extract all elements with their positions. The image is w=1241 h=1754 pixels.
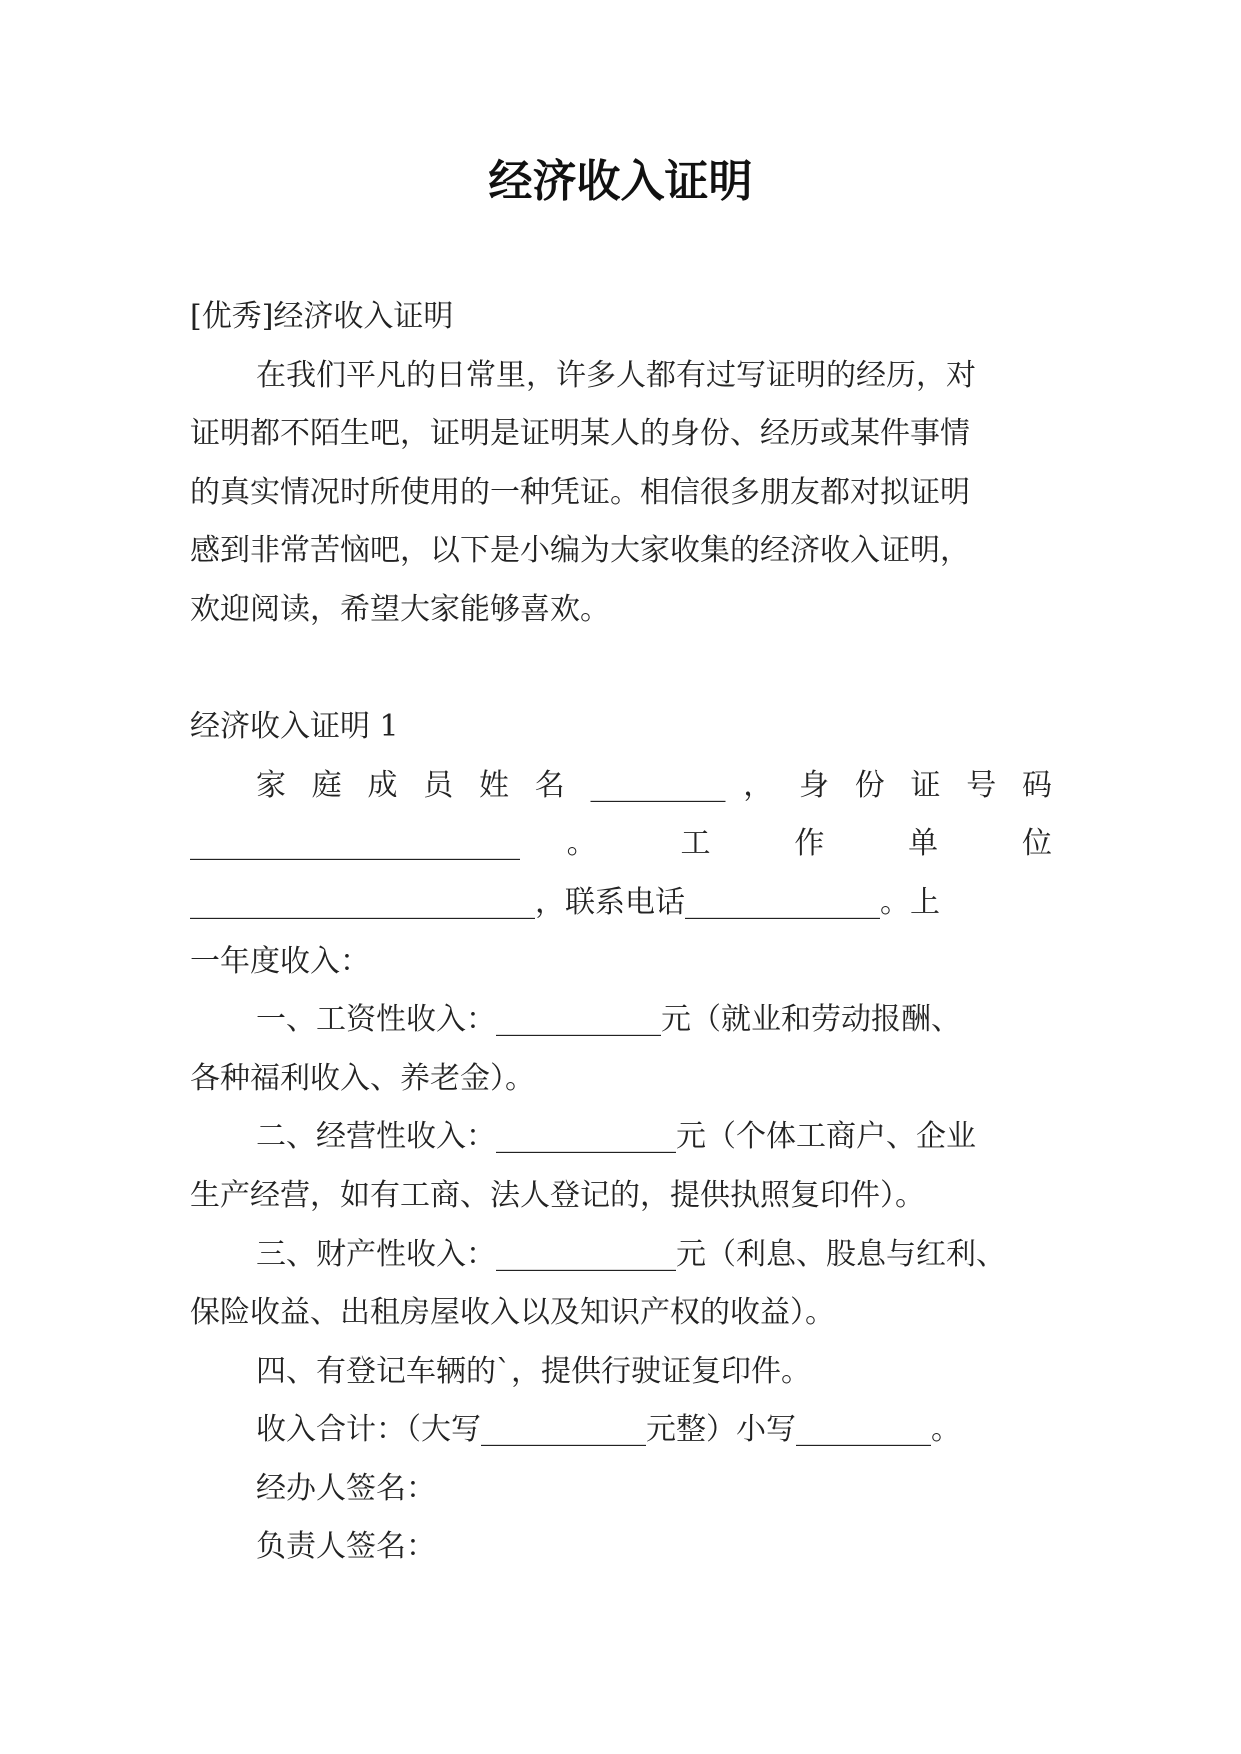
form-line-income-total: 收入合计：（大写___________元整）小写_________。 [256,1412,961,1448]
intro-line-1: 在我们平凡的日常里，许多人都有过写证明的经历，对 [256,357,976,393]
form-line-handler-signature: 经办人签名： [256,1470,436,1506]
form-line-property-income-cont: 保险收益、出租房屋收入以及知识产权的收益）。 [190,1295,835,1331]
intro-line-5: 欢迎阅读，希望大家能够喜欢。 [190,591,610,627]
form-line-vehicle: 四、有登记车辆的`，提供行驶证复印件。 [256,1353,811,1389]
form-line-manager-signature: 负责人签名： [256,1529,436,1565]
intro-line-2: 证明都不陌生吧，证明是证明某人的身份、经历或某件事情 [190,416,970,452]
document-title: 经济收入证明 [488,156,753,207]
document-body [190,288,1052,1577]
form-line-annual-income: 一年度收入： [190,943,370,979]
subtitle: [优秀]经济收入证明 [190,299,454,334]
intro-line-4: 感到非常苦恼吧，以下是小编为大家收集的经济收入证明， [190,533,970,569]
intro-line-3: 的真实情况时所使用的一种凭证。相信很多朋友都对拟证明 [190,474,970,510]
form-line-business-income: 二、经营性收入：____________元（个体工商户、企业 [256,1119,976,1155]
section-heading: 经济收入证明 1 [190,709,399,745]
form-line-family-member: 家 庭 成 员 姓 名 _________ ， 身 份 证 号 码 [256,767,1052,803]
form-line-business-income-cont: 生产经营，如有工商、法人登记的，提供执照复印件）。 [190,1177,925,1213]
form-line-work-unit: ______________________ 。 工 作 单 位 [190,826,1052,862]
paragraph-spacer [190,640,1052,699]
form-line-property-income: 三、财产性收入：____________元（利息、股息与红利、 [256,1236,1006,1272]
form-line-wage-income: 一、工资性收入：___________元（就业和劳动报酬、 [256,1002,961,1038]
form-line-wage-income-cont: 各种福利收入、养老金）。 [190,1060,535,1096]
form-line-phone: _______________________，联系电话_____________。上 [190,884,940,920]
